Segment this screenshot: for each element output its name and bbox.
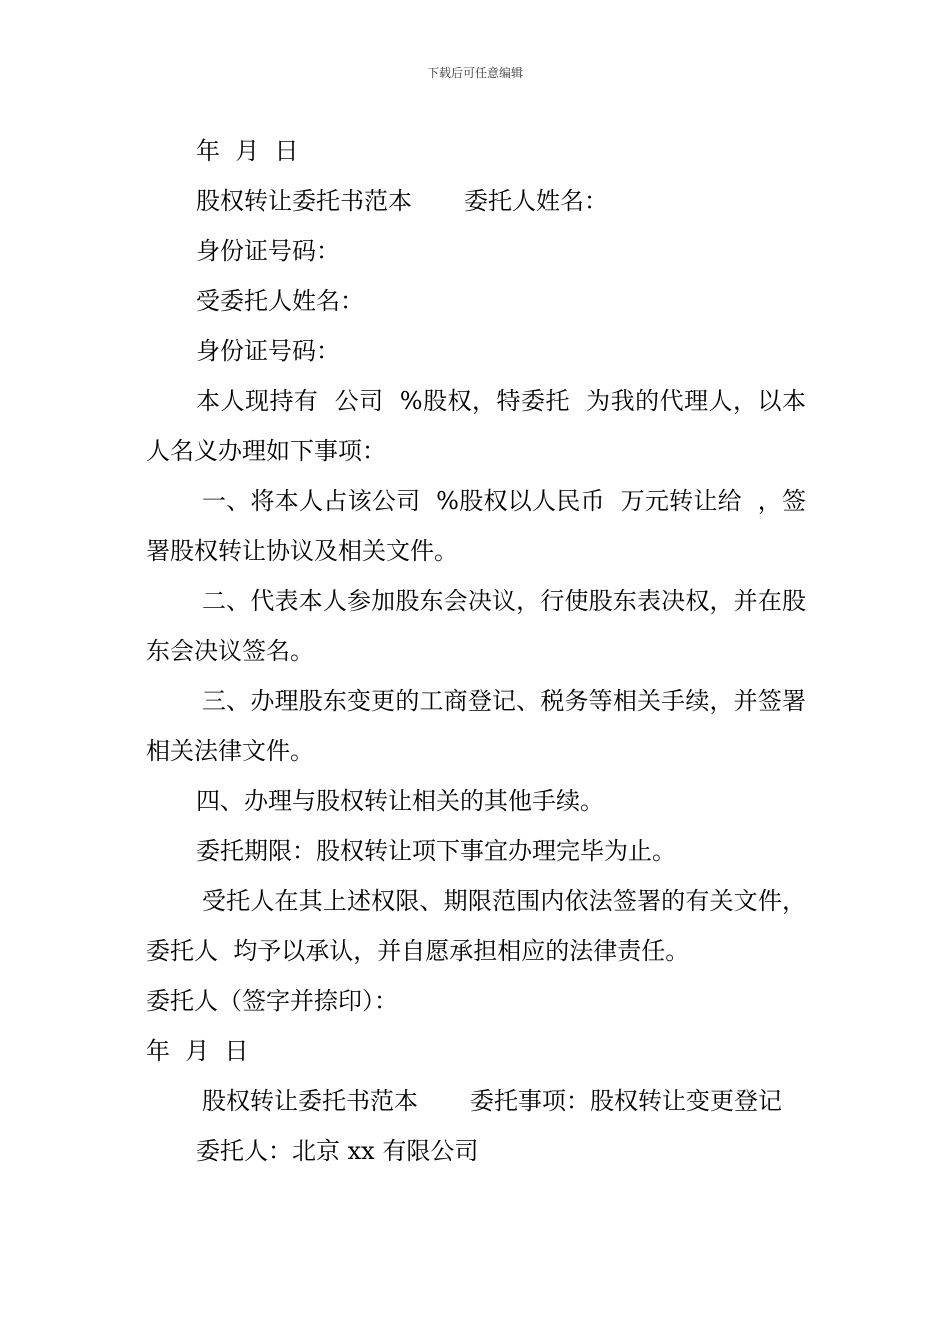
intro-paragraph: 本人现持有 公司 %股权，特委托 为我的代理人，以本人名义办理如下事项： <box>146 387 806 465</box>
principal-name-label: 委托人姓名： <box>464 187 608 215</box>
document-title-1: 股权转让委托书范本 <box>196 187 412 215</box>
document-title-2: 股权转让委托书范本 <box>202 1087 418 1115</box>
id-number-label-2: 身份证号码： <box>196 337 340 365</box>
signature-label: 委托人（签字并捺印）： <box>146 987 398 1015</box>
term-line: 委托期限：股权转让项下事宜办理完毕为止。 <box>196 837 676 865</box>
item-4: 四、办理与股权转让相关的其他手续。 <box>196 787 604 815</box>
document-body <box>146 126 806 1176</box>
item-1: 一、将本人占该公司 %股权以人民币 万元转让给 ，签署股权转让协议及相关文件。 <box>146 487 806 565</box>
id-number-label-1: 身份证号码： <box>196 237 340 265</box>
title-row-1 <box>146 176 806 226</box>
item-2: 二、代表本人参加股东会决议，行使股东表决权，并在股东会决议签名。 <box>146 587 806 665</box>
matter-paragraph: 委托事项：股权转让变更登记 <box>470 1087 782 1115</box>
item-3: 三、办理股东变更的工商登记、税务等相关手续，并签署相关法律文件。 <box>146 687 806 765</box>
date-line-1: 年 月 日 <box>196 137 299 165</box>
principal-line: 委托人：北京 xx 有限公司 <box>196 1137 479 1165</box>
title-row-2 <box>146 1076 806 1126</box>
page-header-note: 下载后可任意编辑 <box>426 66 523 80</box>
date-line-2: 年 月 日 <box>146 1037 249 1065</box>
agent-name-label: 受委托人姓名： <box>196 287 364 315</box>
acceptance-paragraph: 受托人在其上述权限、期限范围内依法签署的有关文件，委托人 均予以承认，并自愿承担相应的法律责任。 <box>146 887 806 965</box>
